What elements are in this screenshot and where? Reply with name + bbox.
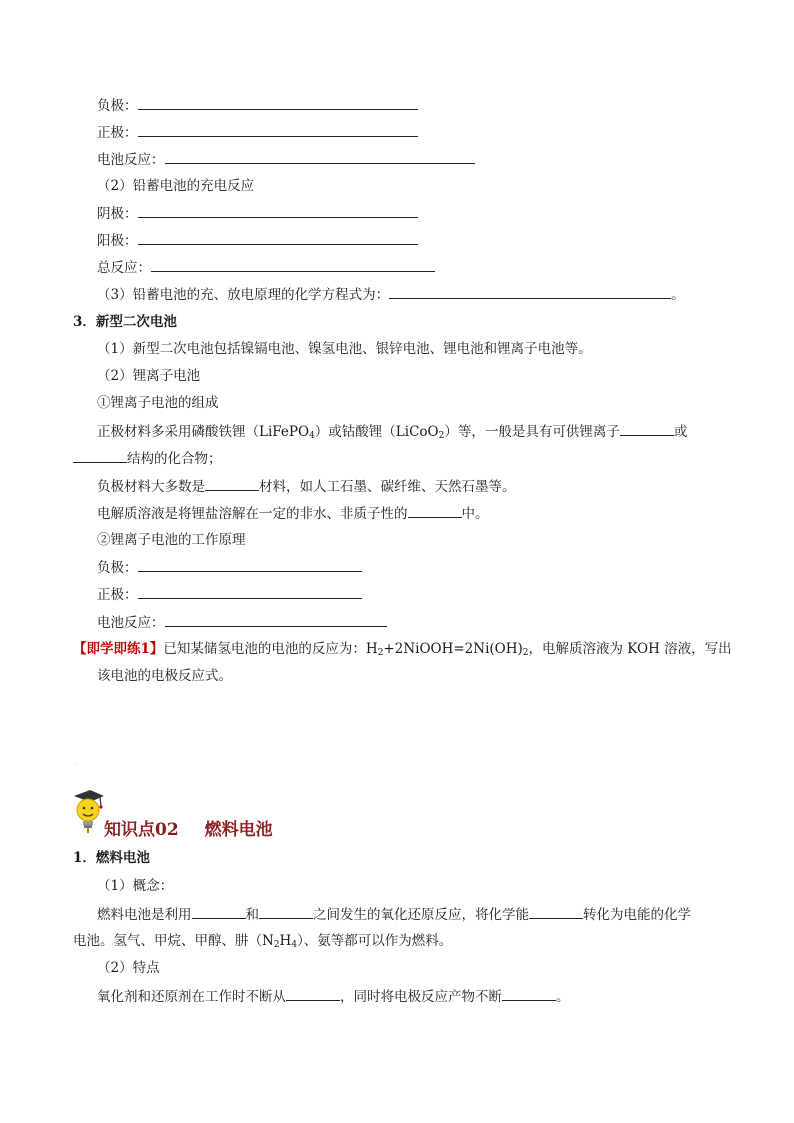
exercise-text: 已知某储氢电池的电池的反应为：H [163,641,378,657]
knowledge-point-number: 知识点02 [104,820,179,840]
anode-material-line [97,476,516,497]
answer-blank[interactable] [138,95,418,110]
features-line [97,986,570,1007]
concept-title: （1）概念： [97,878,174,894]
pos-electrode-line [97,122,418,143]
answer-blank[interactable] [389,284,671,299]
equation-end: 。 [671,287,685,303]
answer-blank[interactable] [165,149,475,164]
cell-reaction-line [97,149,475,170]
answer-blank[interactable] [192,904,246,919]
exercise-line [73,639,732,663]
subscript: 2 [273,940,280,950]
cathode-material-text: 或 [673,424,688,440]
answer-blank[interactable] [73,448,127,463]
cathode-material-text: ）等，一般是具有可供锂离子 [444,424,620,440]
electrolyte-text: 电解质溶液是将锂盐溶解在一定的非水、非质子性的 [97,506,408,522]
anode-material-text: 材料，如人工石墨、碳纤维、天然石墨等。 [259,479,516,495]
knowledge-point-heading [104,815,273,840]
subscript: 4 [309,431,315,441]
anode-material-text: 负极材料大多数是 [97,479,205,495]
fuel-section-title: 1．燃料电池 [73,850,150,866]
anode-label: 阳极： [97,233,138,249]
definition-text: 电池。氢气、甲烷、甲醇、肼（N [73,933,274,949]
electrolyte-line [97,503,489,524]
exercise-line2: 该电池的电极反应式。 [97,668,232,684]
li-pos-line [97,584,362,605]
cathode-material-text: ）或钴酸锂（LiCoO [314,424,439,440]
definition-text: 转化为电能的化学 [583,907,691,923]
answer-blank[interactable] [286,986,340,1001]
composition-title: ①锂离子电池的组成 [97,395,219,411]
exercise-tag: 【即学即练1】 [73,641,164,657]
definition-line [97,904,691,925]
pos-label: 正极： [97,587,138,603]
answer-blank[interactable] [165,612,387,627]
cathode-line [97,203,418,224]
stray-mark: . [74,760,76,767]
features-text: ，同时将电极反应产物不断 [340,989,502,1005]
subscript: 2 [438,431,445,441]
equation-text: （3）铅蓄电池的充、放电原理的化学方程式为： [97,287,390,303]
answer-blank[interactable] [151,257,435,272]
answer-blank[interactable] [138,203,418,218]
answer-blank[interactable] [259,904,313,919]
answer-blank[interactable] [620,421,674,436]
answer-blank[interactable] [502,986,556,1001]
cathode-material-text: 正极材料多采用磷酸铁锂（LiFePO [97,424,310,440]
exercise-text: ，电解质溶液为 KOH 溶液，写出 [528,641,732,657]
anode-line [97,230,418,251]
features-title: （2）特点 [97,960,160,976]
subscript: 2 [522,648,529,658]
electrolyte-text: 中。 [461,506,489,522]
cathode-material-line [97,421,687,446]
definition-text: 之间发生的氧化还原反应，将化学能 [313,907,529,923]
answer-blank[interactable] [205,476,259,491]
features-text: 。 [556,989,570,1005]
definition-text: ）、氨等都可以作为燃料。 [297,933,453,949]
answer-blank[interactable] [138,584,362,599]
definition-line2 [73,931,452,955]
subscript: 2 [377,648,384,658]
answer-blank[interactable] [138,122,418,137]
equation-line [97,284,685,305]
definition-text: 燃料电池是利用 [97,907,192,923]
definition-text: H [279,933,292,949]
total-reaction-line [97,257,435,278]
neg-label: 负极： [97,98,138,114]
li-neg-line [97,557,362,578]
neg-label: 负极： [97,560,138,576]
graduation-bulb-icon [66,788,106,834]
subscript: 4 [291,940,298,950]
cathode-label: 阴极： [97,206,138,222]
features-text: 氧化剂和还原剂在工作时不断从 [97,989,286,1005]
neg-electrode-line [97,95,418,116]
cathode-material-text: 结构的化合物； [127,451,222,467]
section3-title: 3．新型二次电池 [73,314,177,330]
answer-blank[interactable] [138,230,418,245]
answer-blank[interactable] [408,503,462,518]
working-principle-title: ②锂离子电池的工作原理 [97,532,246,548]
cell-reaction-label: 电池反应： [97,615,165,631]
section3-item2: （2）锂离子电池 [97,368,201,384]
pos-label: 正极： [97,125,138,141]
answer-blank[interactable] [138,557,362,572]
exercise-text: +2NiOOH=2Ni(OH) [383,641,523,657]
li-cell-line [97,612,387,633]
cathode-material-line2 [73,448,222,469]
cell-reaction-label: 电池反应： [97,152,165,168]
answer-blank[interactable] [529,904,583,919]
definition-text: 和 [245,907,259,923]
total-label: 总反应： [97,260,151,276]
charge-title: （2）铅蓄电池的充电反应 [97,178,255,194]
knowledge-point-title: 燃料电池 [204,820,273,840]
section3-item1: （1）新型二次电池包括镍镉电池、镍氢电池、银锌电池、锂电池和锂离子电池等。 [97,341,592,357]
